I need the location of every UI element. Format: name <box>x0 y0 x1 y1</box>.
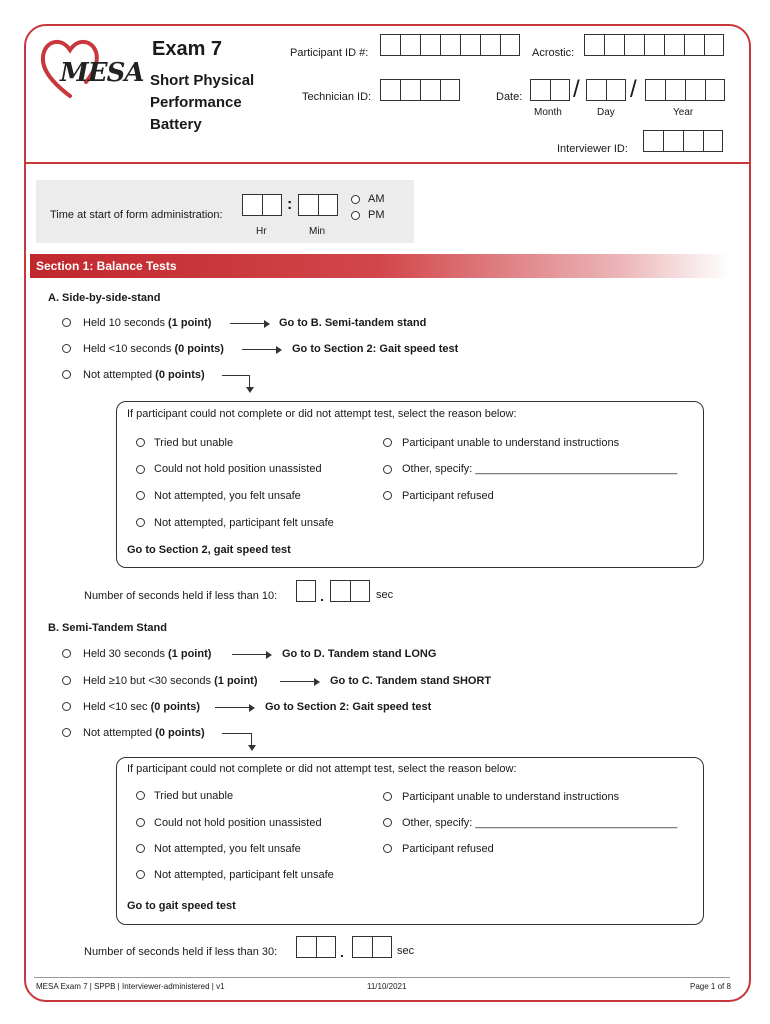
seconds-digit[interactable] <box>350 580 370 602</box>
participant-id-label: Participant ID #: <box>290 47 369 59</box>
part-b-option-radio[interactable] <box>62 702 71 711</box>
month-digit[interactable] <box>530 79 550 101</box>
reason-radio[interactable] <box>136 818 145 827</box>
reason-radio[interactable] <box>136 518 145 527</box>
seconds-digit[interactable] <box>296 580 316 602</box>
part-b-goto: Go to D. Tandem stand LONG <box>282 648 437 660</box>
date-label: Date: <box>496 91 523 103</box>
logo-wordmark: MESA <box>60 58 144 88</box>
part-a-reason-box <box>116 401 704 568</box>
part-a-goto-footer: Go to Section 2, gait speed test <box>127 544 291 556</box>
reason-label: Tried but unable <box>154 790 234 802</box>
part-b-option-label: Held <10 sec (0 points) <box>83 701 201 713</box>
participant-id-digit[interactable] <box>480 34 500 56</box>
year-digit[interactable] <box>705 79 725 101</box>
reason-radio[interactable] <box>136 870 145 879</box>
am-label: AM <box>368 193 385 205</box>
acrostic-char[interactable] <box>664 34 684 56</box>
interviewer-id-digit[interactable] <box>683 130 703 152</box>
seconds-digit[interactable] <box>316 936 336 958</box>
part-b-seconds-label: Number of seconds held if less than 30: <box>84 946 278 958</box>
year-digit[interactable] <box>685 79 705 101</box>
year-label: Year <box>673 107 694 118</box>
part-a-seconds-label: Number of seconds held if less than 10: <box>84 590 278 602</box>
day-digit[interactable] <box>586 79 606 101</box>
participant-id-digit[interactable] <box>440 34 460 56</box>
part-b-seconds-int-boxes[interactable] <box>296 936 336 958</box>
part-b-goto: Go to C. Tandem stand SHORT <box>330 675 492 687</box>
year-digit[interactable] <box>645 79 665 101</box>
seconds-digit[interactable] <box>352 936 372 958</box>
technician-id-digit[interactable] <box>380 79 400 101</box>
goto-arrow <box>242 349 280 350</box>
reason-label: Not attempted, you felt unsafe <box>154 843 301 855</box>
part-a-option-radio[interactable] <box>62 344 71 353</box>
minute-digit[interactable] <box>318 194 338 216</box>
acrostic-char[interactable] <box>704 34 724 56</box>
interviewer-id-digit[interactable] <box>703 130 723 152</box>
acrostic-label: Acrostic: <box>532 47 575 59</box>
reason-label: Participant unable to understand instructions <box>402 791 620 803</box>
not-attempted-arrow <box>222 375 250 389</box>
part-b-option-radio[interactable] <box>62 676 71 685</box>
reason-label: Not attempted, participant felt unsafe <box>154 869 334 881</box>
technician-id-label: Technician ID: <box>302 91 372 103</box>
part-b-option-radio[interactable] <box>62 728 71 737</box>
section-1-header <box>30 254 730 278</box>
reason-radio[interactable] <box>383 465 392 474</box>
reason-label: Could not hold position unassisted <box>154 463 322 475</box>
reason-radio[interactable] <box>136 465 145 474</box>
seconds-digit[interactable] <box>372 936 392 958</box>
day-label: Day <box>597 107 615 118</box>
reason-label: Not attempted, you felt unsafe <box>154 490 301 502</box>
part-a-option-label: Not attempted (0 points) <box>83 369 205 381</box>
time-colon: : <box>287 196 293 213</box>
part-b-title: B. Semi-Tandem Stand <box>48 622 167 634</box>
hour-digit[interactable] <box>262 194 282 216</box>
reason-radio[interactable] <box>383 792 392 801</box>
not-attempted-arrow <box>222 733 252 747</box>
technician-id-digit[interactable] <box>400 79 420 101</box>
time-minute-boxes[interactable] <box>298 194 338 216</box>
mesa-logo <box>38 36 144 100</box>
form-title-line3: Battery <box>150 116 202 133</box>
footer-divider <box>34 977 730 978</box>
exam-title: Exam 7 <box>152 38 223 60</box>
part-a-goto: Go to Section 2: Gait speed test <box>292 343 459 355</box>
part-a-title: A. Side-by-side-stand <box>48 292 161 304</box>
time-label: Time at start of form administration: <box>50 209 223 221</box>
reason-label-other[interactable]: Other, specify: _________________________________ <box>402 817 678 829</box>
section-1-title: Section 1: Balance Tests <box>36 259 177 273</box>
reason-radio[interactable] <box>136 438 145 447</box>
year-digit[interactable] <box>665 79 685 101</box>
min-label: Min <box>309 226 326 237</box>
interviewer-id-digit[interactable] <box>643 130 663 152</box>
sec-unit: sec <box>397 945 415 957</box>
reason-radio[interactable] <box>383 818 392 827</box>
date-year-boxes[interactable] <box>645 79 725 101</box>
pm-radio[interactable] <box>351 211 360 220</box>
decimal-point: . <box>340 944 344 960</box>
month-label: Month <box>534 107 562 118</box>
reason-label-other[interactable]: Other, specify: _________________________________ <box>402 463 678 475</box>
reason-radio[interactable] <box>383 438 392 447</box>
reason-label: Not attempted, participant felt unsafe <box>154 517 334 529</box>
hour-digit[interactable] <box>242 194 262 216</box>
part-a-option-radio[interactable] <box>62 370 71 379</box>
participant-id-digit[interactable] <box>380 34 400 56</box>
minute-digit[interactable] <box>298 194 318 216</box>
reason-radio[interactable] <box>136 844 145 853</box>
reason-radio[interactable] <box>136 791 145 800</box>
part-a-option-label: Held 10 seconds (1 point) <box>83 317 212 329</box>
part-b-seconds-dec-boxes[interactable] <box>352 936 392 958</box>
part-b-option-label: Held ≥10 but <30 seconds (1 point) <box>83 675 258 687</box>
interviewer-id-boxes[interactable] <box>643 130 723 152</box>
reason-label: Could not hold position unassisted <box>154 817 322 829</box>
part-b-goto: Go to Section 2: Gait speed test <box>265 701 432 713</box>
reason-label: Participant unable to understand instructions <box>402 437 620 449</box>
participant-id-digit[interactable] <box>420 34 440 56</box>
footer-date: 11/10/2021 <box>367 982 407 991</box>
part-b-reason-prompt: If participant could not complete or did not attempt test, select the reason below: <box>127 763 517 775</box>
seconds-digit[interactable] <box>296 936 316 958</box>
part-b-option-label: Held 30 seconds (1 point) <box>83 648 212 660</box>
goto-arrow <box>230 323 268 324</box>
technician-id-boxes[interactable] <box>380 79 460 101</box>
day-digit[interactable] <box>606 79 626 101</box>
reason-radio[interactable] <box>136 491 145 500</box>
date-day-boxes[interactable] <box>586 79 626 101</box>
part-a-option-radio[interactable] <box>62 318 71 327</box>
date-separator: / <box>573 76 580 103</box>
reason-label: Tried but unable <box>154 437 234 449</box>
reason-radio[interactable] <box>383 844 392 853</box>
reason-label: Participant refused <box>402 490 494 502</box>
sec-unit: sec <box>376 589 394 601</box>
participant-id-boxes[interactable] <box>380 34 520 56</box>
acrostic-char[interactable] <box>644 34 664 56</box>
goto-arrow <box>232 654 270 655</box>
form-title-line1: Short Physical <box>150 72 255 89</box>
part-b-option-radio[interactable] <box>62 649 71 658</box>
part-b-goto-footer: Go to gait speed test <box>127 900 236 912</box>
footer-page: Page 1 of 8 <box>690 982 731 991</box>
interviewer-id-label: Interviewer ID: <box>557 143 628 155</box>
month-digit[interactable] <box>550 79 570 101</box>
acrostic-char[interactable] <box>604 34 624 56</box>
am-radio[interactable] <box>351 195 360 204</box>
goto-arrow <box>280 681 318 682</box>
acrostic-char[interactable] <box>624 34 644 56</box>
reason-label: Participant refused <box>402 843 494 855</box>
footer-left: MESA Exam 7 | SPPB | Interviewer-administered | v1 <box>36 982 225 991</box>
participant-id-digit[interactable] <box>400 34 420 56</box>
part-a-option-label: Held <10 seconds (0 points) <box>83 343 224 355</box>
form-title-line2: Performance <box>150 94 242 111</box>
part-a-goto: Go to B. Semi-tandem stand <box>279 317 427 329</box>
part-b-option-label: Not attempted (0 points) <box>83 727 205 739</box>
part-a-seconds-dec-boxes[interactable] <box>330 580 370 602</box>
time-hour-boxes[interactable] <box>242 194 282 216</box>
decimal-point: . <box>320 588 324 604</box>
part-a-reason-prompt: If participant could not complete or did not attempt test, select the reason below: <box>127 408 517 420</box>
interviewer-id-digit[interactable] <box>663 130 683 152</box>
participant-id-digit[interactable] <box>460 34 480 56</box>
acrostic-boxes[interactable] <box>584 34 724 56</box>
seconds-digit[interactable] <box>330 580 350 602</box>
pm-label: PM <box>368 209 385 221</box>
acrostic-char[interactable] <box>684 34 704 56</box>
goto-arrow <box>215 707 253 708</box>
acrostic-char[interactable] <box>584 34 604 56</box>
reason-radio[interactable] <box>383 491 392 500</box>
technician-id-digit[interactable] <box>440 79 460 101</box>
technician-id-digit[interactable] <box>420 79 440 101</box>
date-month-boxes[interactable] <box>530 79 570 101</box>
hr-label: Hr <box>256 226 267 237</box>
header-divider <box>26 162 749 164</box>
part-a-seconds-int-box[interactable] <box>296 580 316 602</box>
date-separator: / <box>630 76 637 103</box>
participant-id-digit[interactable] <box>500 34 520 56</box>
